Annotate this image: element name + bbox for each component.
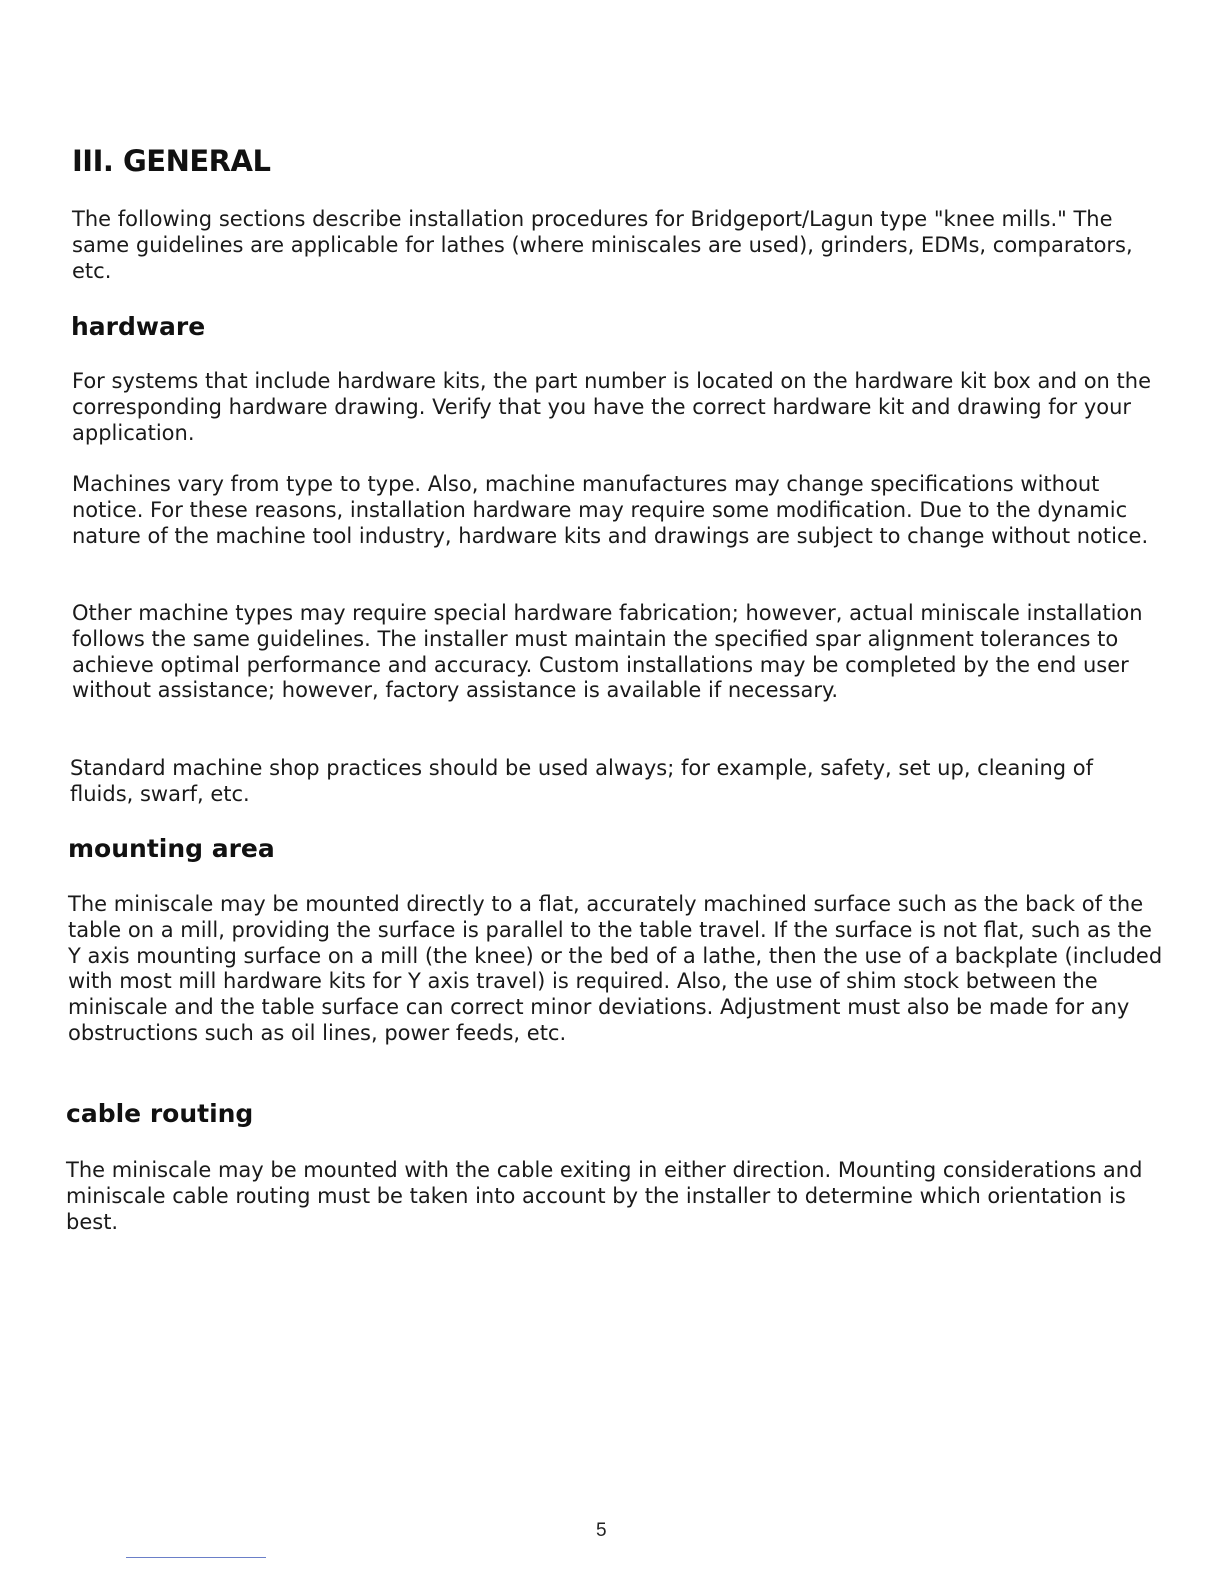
hardware-paragraph-4: Standard machine shop practices should be used always; for example, safety, set up, cleaning of fluids, swarf, etc.	[70, 756, 1094, 806]
cable-routing-heading: cable routing	[66, 1099, 254, 1128]
page-number: 5	[596, 1520, 607, 1541]
footer-rule	[126, 1557, 266, 1558]
cable-routing-paragraph: The miniscale may be mounted with the cable exiting in either direction. Mounting considerations and miniscale cable routing must be taken into account by the installer to determine which orientation is best.	[66, 1158, 1143, 1234]
hardware-paragraph-3: Other machine types may require special hardware fabrication; however, actual miniscale installation follows the same guidelines. The installer must maintain the specified spar alignment tolerances to achieve optimal performance and accuracy. Custom installations may be completed by the end user without assistance; however, factory assistance is available if necessary.	[72, 601, 1143, 703]
intro-paragraph: The following sections describe installation procedures for Bridgeport/Lagun type "knee mills." The same guidelines are applicable for lathes (where miniscales are used), grinders, EDMs, comparators, etc.	[72, 207, 1133, 283]
page-title: III. GENERAL	[72, 144, 271, 178]
hardware-heading: hardware	[71, 312, 206, 341]
hardware-paragraph-2: Machines vary from type to type. Also, machine manufactures may change specifications without notice. For these reasons, installation hardware may require some modification. Due to the dynamic nature of the machine tool industry, hardware kits and drawings are subject to change without notice.	[72, 472, 1149, 548]
mounting-area-heading: mounting area	[68, 834, 275, 863]
hardware-paragraph-1: For systems that include hardware kits, the part number is located on the hardware kit box and on the corresponding hardware drawing. Verify that you have the correct hardware kit and drawing for your application.	[72, 369, 1152, 445]
mounting-area-paragraph: The miniscale may be mounted directly to a flat, accurately machined surface such as the back of the table on a mill, providing the surface is parallel to the table travel. If the surface is not flat, such as the Y axis mounting surface on a mill (the knee) or the bed of a lathe, then the use of a backplate (included with most mill hardware kits for Y axis travel) is required. Also, the use of shim stock between the miniscale and the table surface can correct minor deviations. Adjustment must also be made for any obstructions such as oil lines, power feeds, etc.	[68, 892, 1163, 1045]
